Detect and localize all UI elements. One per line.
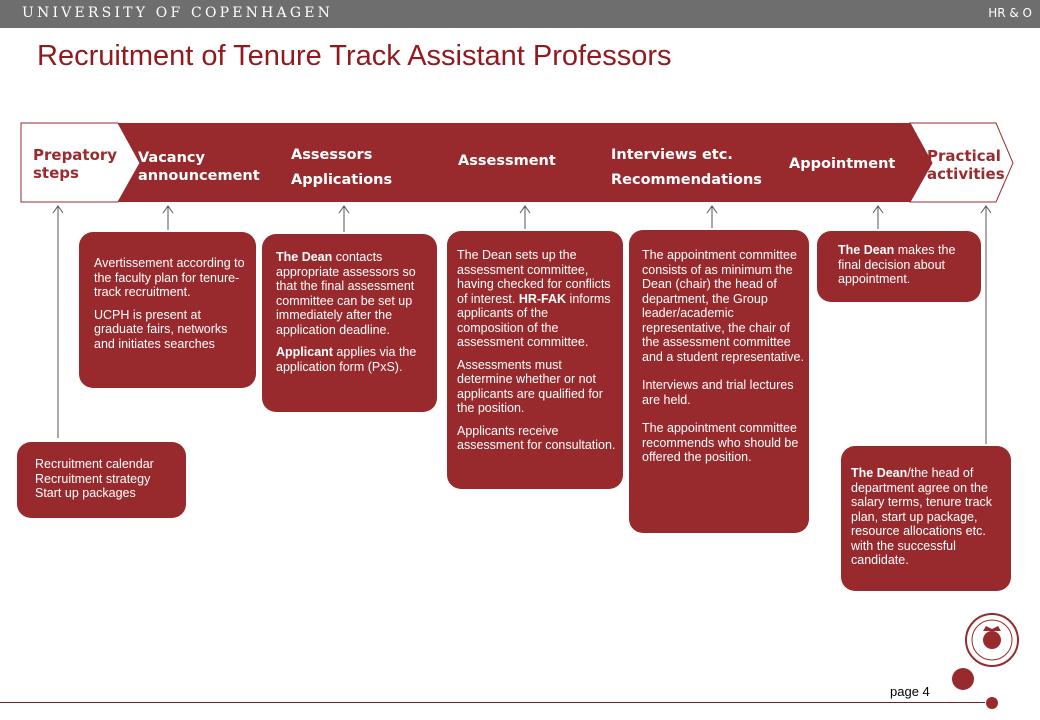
stage-assessment: Assessment	[458, 153, 556, 169]
box-practical: The Dean/the head of department agree on the salary terms, tenure track plan, start up package, resource allocations etc. with the successful candidate.	[841, 446, 1011, 591]
box-prepatory: Recruitment calendar Recruitment strategy Start up packages	[17, 442, 186, 518]
footer-rule	[0, 702, 985, 703]
decorative-dot-large	[952, 668, 974, 690]
stage-assessors: Assessors Applications	[291, 147, 393, 188]
stage-interviews: Interviews etc. Recommendations	[611, 147, 762, 188]
university-name: UNIVERSITY OF COPENHAGEN	[22, 5, 334, 21]
box-assessors: The Dean contacts appropriate assessors so that the final assessment committee can be set up immediately after the application deadline. Applicant applies via the application form (PxS).	[262, 234, 437, 412]
box-vacancy: Avertissement according to the faculty plan for tenure-track recruitment. UCPH is present at graduate fairs, networks and initiates searches	[79, 232, 256, 388]
box-assessment: The Dean sets up the assessment committee, having checked for conflicts of interest. HR-FAK informs applicants of the composition of the assessment committee. Assessments must determine whether or not applicants are qualified for the position. Applicants receive assessment for consultation.	[447, 231, 623, 489]
stage-prepatory: Prepatory steps	[33, 146, 118, 182]
page-title: Recruitment of Tenure Track Assistant Professors	[37, 40, 672, 72]
decorative-dot-small	[986, 697, 998, 709]
stage-vacancy: Vacancy announcement	[138, 150, 260, 184]
stage-appointment: Appointment	[789, 156, 896, 172]
university-seal-logo	[966, 614, 1018, 666]
page-number: page 4	[890, 684, 930, 699]
stage-practical: Practical activities	[927, 147, 1005, 183]
box-interviews: The appointment committee consists of as minimum the Dean (chair) the head of department, the Group leader/academic representative, the chair of the assessment committee and a student representative. Interviews and trial lectures are held. The appointment committee recommends who should be offered the position.	[629, 230, 809, 533]
department-label: HR & O	[988, 6, 1032, 20]
box-appointment: The Dean makes the final decision about appointment.	[817, 231, 981, 302]
